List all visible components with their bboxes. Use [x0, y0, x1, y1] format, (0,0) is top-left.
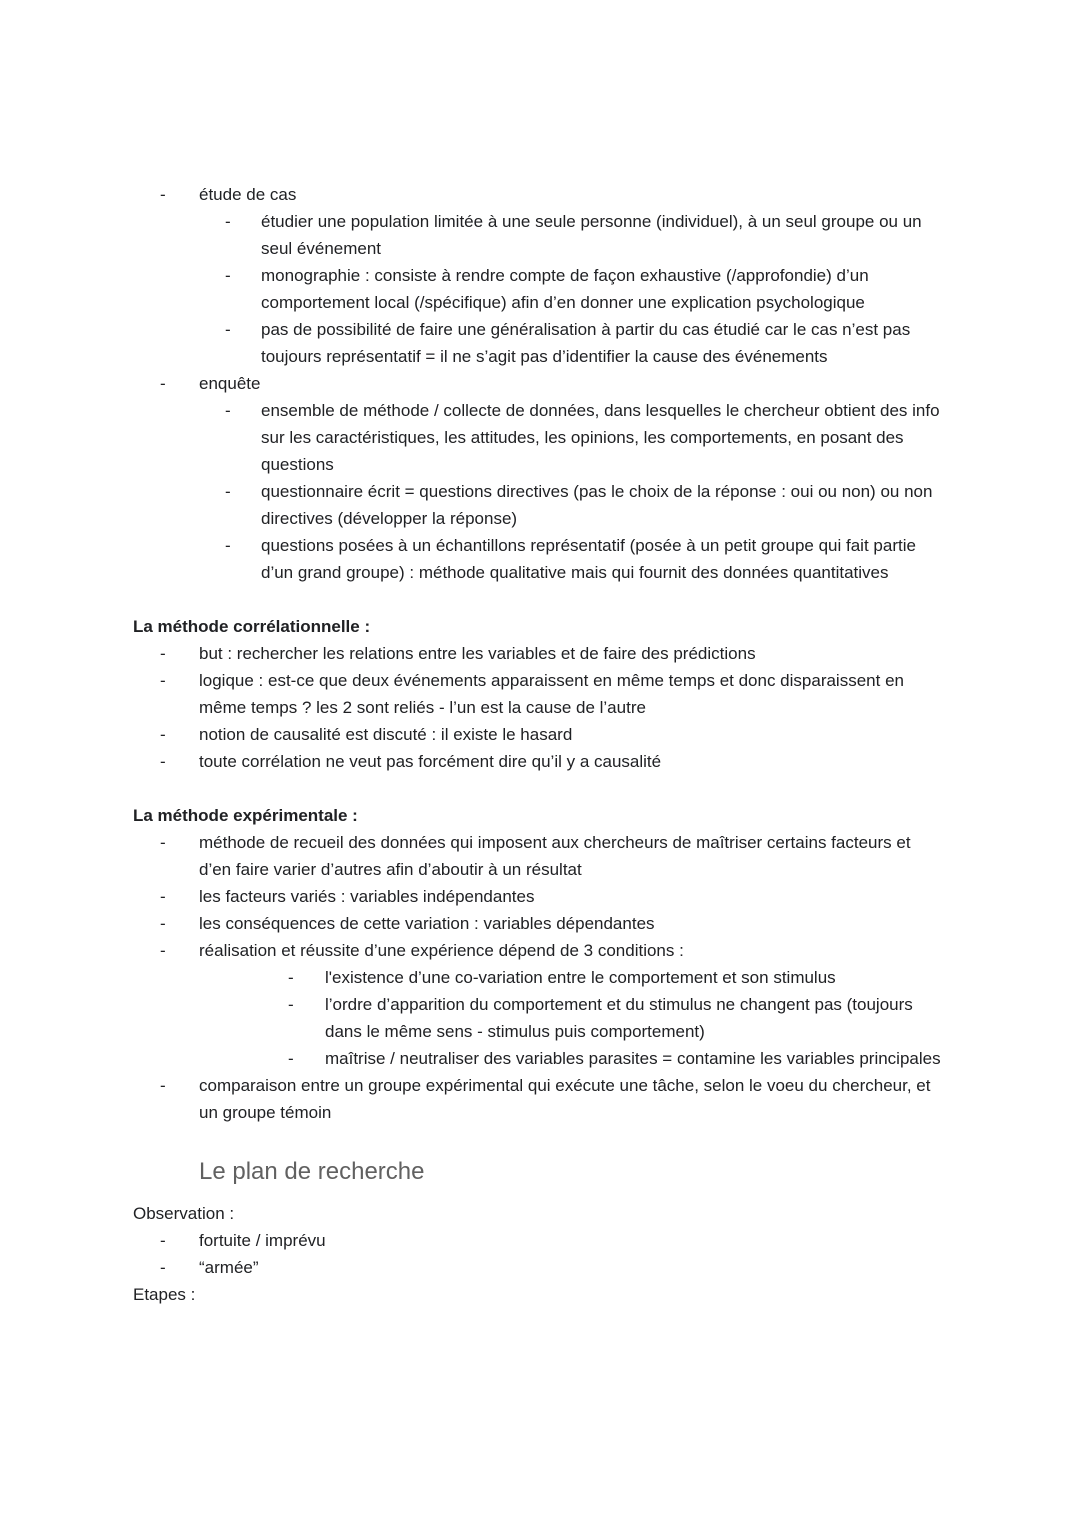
- list-item: [133, 937, 947, 964]
- list-item-text: toute corrélation ne veut pas forcément dire qu’il y a causalité: [199, 752, 662, 771]
- list-item: [133, 964, 947, 991]
- list-item-text: l’ordre d’apparition du comportement et du stimulus ne changent pas (toujours dans le même sens - stimulus puis comportement): [325, 995, 913, 1041]
- bullet-dash: -: [160, 671, 166, 690]
- list-item-text: maîtrise / neutraliser des variables parasites = contamine les variables principales: [325, 1049, 941, 1068]
- section-heading: La méthode corrélationnelle :: [133, 617, 371, 636]
- list-item: [133, 370, 947, 397]
- list-item: [133, 1227, 947, 1254]
- bullet-dash: -: [288, 968, 294, 987]
- document-content: [133, 181, 947, 1308]
- list-item: [133, 991, 947, 1045]
- bullet-dash: -: [160, 941, 166, 960]
- list-item-text: fortuite / imprévu: [199, 1231, 326, 1250]
- paragraph: Etapes :: [133, 1285, 196, 1304]
- bullet-dash: -: [288, 995, 294, 1014]
- list-item: [133, 1045, 947, 1072]
- list-item-text: l'existence d’une co-variation entre le comportement et son stimulus: [325, 968, 836, 987]
- list-item: [133, 1072, 947, 1126]
- list-item-text: questionnaire écrit = questions directives (pas le choix de la réponse : oui ou non) ou non directives (développer la réponse): [261, 482, 933, 528]
- bullet-dash: -: [225, 401, 231, 420]
- bullet-dash: -: [160, 887, 166, 906]
- list-item: [133, 748, 947, 775]
- bullet-dash: -: [160, 644, 166, 663]
- bullet-dash: -: [160, 914, 166, 933]
- list-item-text: étudier une population limitée à une seule personne (individuel), à un seul groupe ou un seul événement: [261, 212, 922, 258]
- list-item-text: ensemble de méthode / collecte de données, dans lesquelles le chercheur obtient des info sur les caractéristiques, les attitudes, les opinions, les comportements, en posant des questions: [261, 401, 940, 474]
- bullet-dash: -: [160, 833, 166, 852]
- list-item-text: les conséquences de cette variation : variables dépendantes: [199, 914, 655, 933]
- list-item-text: les facteurs variés : variables indépendantes: [199, 887, 535, 906]
- bullet-dash: -: [160, 1258, 166, 1277]
- list-item: [133, 883, 947, 910]
- bullet-dash: -: [288, 1049, 294, 1068]
- list-item: [133, 721, 947, 748]
- bullet-dash: -: [225, 536, 231, 555]
- bullet-dash: -: [160, 725, 166, 744]
- bullet-dash: -: [160, 185, 166, 204]
- list-item-text: notion de causalité est discuté : il existe le hasard: [199, 725, 573, 744]
- bullet-dash: -: [225, 482, 231, 501]
- section-heading: La méthode expérimentale :: [133, 806, 358, 825]
- list-item: [133, 208, 947, 262]
- bullet-dash: -: [225, 320, 231, 339]
- list-item-text: pas de possibilité de faire une généralisation à partir du cas étudié car le cas n’est pas toujours représentatif = il ne s’agit pas d’identifier la cause des événements: [261, 320, 911, 366]
- list-item-text: but : rechercher les relations entre les variables et de faire des prédictions: [199, 644, 756, 663]
- list-item: [133, 397, 947, 478]
- page-title: Le plan de recherche: [199, 1158, 425, 1185]
- list-item-text: “armée”: [199, 1258, 259, 1277]
- list-item: [133, 640, 947, 667]
- list-item: [133, 478, 947, 532]
- list-item-text: monographie : consiste à rendre compte de façon exhaustive (/approfondie) d’un comportement local (/spécifique) afin d’en donner une explication psychologique: [261, 266, 869, 312]
- bullet-dash: -: [160, 1231, 166, 1250]
- list-item-text: logique : est-ce que deux événements apparaissent en même temps et donc disparaissent en même temps ? les 2 sont reliés - l’un est la cause de l’autre: [199, 671, 904, 717]
- list-item: [133, 316, 947, 370]
- list-item-text: méthode de recueil des données qui imposent aux chercheurs de maîtriser certains facteurs et d’en faire varier d’autres afin d’aboutir à un résultat: [199, 833, 911, 879]
- bullet-dash: -: [160, 374, 166, 393]
- list-item: [133, 910, 947, 937]
- list-item: [133, 181, 947, 208]
- list-item: [133, 1254, 947, 1281]
- list-item-text: enquête: [199, 374, 261, 393]
- list-item-text: étude de cas: [199, 185, 297, 204]
- list-item: [133, 532, 947, 586]
- paragraph: Observation :: [133, 1204, 235, 1223]
- bullet-dash: -: [160, 752, 166, 771]
- list-item-text: réalisation et réussite d’une expérience dépend de 3 conditions :: [199, 941, 684, 960]
- list-item: [133, 667, 947, 721]
- list-item-text: comparaison entre un groupe expérimental qui exécute une tâche, selon le voeu du chercheur, et un groupe témoin: [199, 1076, 931, 1122]
- bullet-dash: -: [160, 1076, 166, 1095]
- bullet-dash: -: [225, 266, 231, 285]
- list-item: [133, 829, 947, 883]
- list-item: [133, 262, 947, 316]
- bullet-dash: -: [225, 212, 231, 231]
- list-item-text: questions posées à un échantillons représentatif (posée à un petit groupe qui fait partie d’un grand groupe) : méthode qualitative mais qui fournit des données quantitatives: [261, 536, 916, 582]
